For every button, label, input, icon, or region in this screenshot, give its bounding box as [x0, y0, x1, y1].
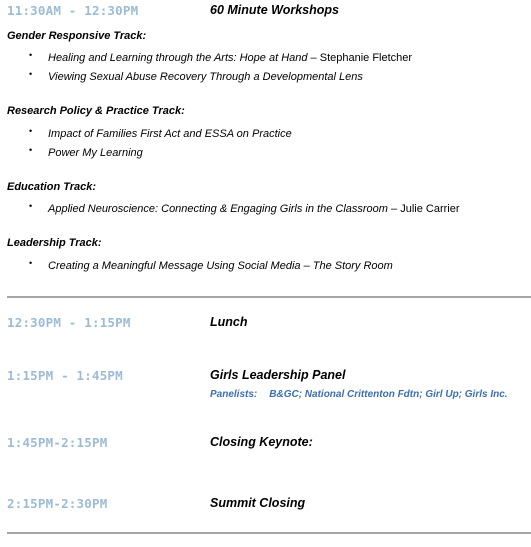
workshop-item	[48, 143, 143, 161]
session-title: Lunch	[210, 315, 248, 329]
panelists-line	[210, 389, 508, 400]
bullet-icon: •	[29, 50, 33, 60]
bullet-icon: •	[29, 126, 33, 136]
workshop-title: Applied Neuroscience: Connecting & Engaging Girls in the Classroom	[48, 203, 388, 215]
section-divider	[7, 296, 531, 298]
bullet-icon: •	[29, 69, 33, 79]
workshop-title: Power My Learning	[48, 147, 143, 159]
session-time: 2:15PM-2:30PM	[7, 496, 108, 511]
workshop-item	[48, 124, 292, 142]
session-time: 12:30PM - 1:15PM	[7, 315, 131, 330]
session-title: Closing Keynote:	[210, 435, 313, 449]
bullet-icon: •	[29, 258, 33, 268]
session-title: Girls Leadership Panel	[210, 368, 346, 382]
bullet-icon: •	[29, 145, 33, 155]
workshop-title: Healing and Learning through the Arts: Hope at Hand	[48, 52, 308, 64]
session-time: 1:15PM - 1:45PM	[7, 368, 123, 383]
workshop-presenter: – Stephanie Fletcher	[307, 52, 413, 64]
workshops-time: 11:30AM - 12:30PM	[7, 3, 139, 18]
track-heading: Education Track:	[7, 181, 97, 193]
workshop-item	[48, 48, 412, 66]
workshop-item	[48, 256, 393, 274]
bullet-icon: •	[29, 201, 33, 211]
workshop-item	[48, 199, 460, 217]
track-heading: Research Policy & Practice Track:	[7, 105, 185, 117]
panelists-names: B&GC; National Crittenton Fdtn; Girl Up; Girls Inc.	[269, 389, 508, 400]
section-divider	[7, 532, 531, 534]
session-title: Summit Closing	[210, 496, 306, 510]
workshop-presenter: – Julie Carrier	[387, 203, 460, 215]
track-heading: Leadership Track:	[7, 237, 102, 249]
workshop-title: Creating a Meaningful Message Using Social Media – The Story Room	[48, 260, 393, 272]
workshop-title: Viewing Sexual Abuse Recovery Through a Developmental Lens	[48, 71, 363, 83]
track-heading: Gender Responsive Track:	[7, 30, 147, 42]
workshop-item	[48, 67, 363, 85]
panelists-label: Panelists:	[210, 389, 258, 400]
session-time: 1:45PM-2:15PM	[7, 435, 108, 450]
workshop-title: Impact of Families First Act and ESSA on Practice	[48, 128, 292, 140]
workshops-title: 60 Minute Workshops	[210, 3, 339, 17]
